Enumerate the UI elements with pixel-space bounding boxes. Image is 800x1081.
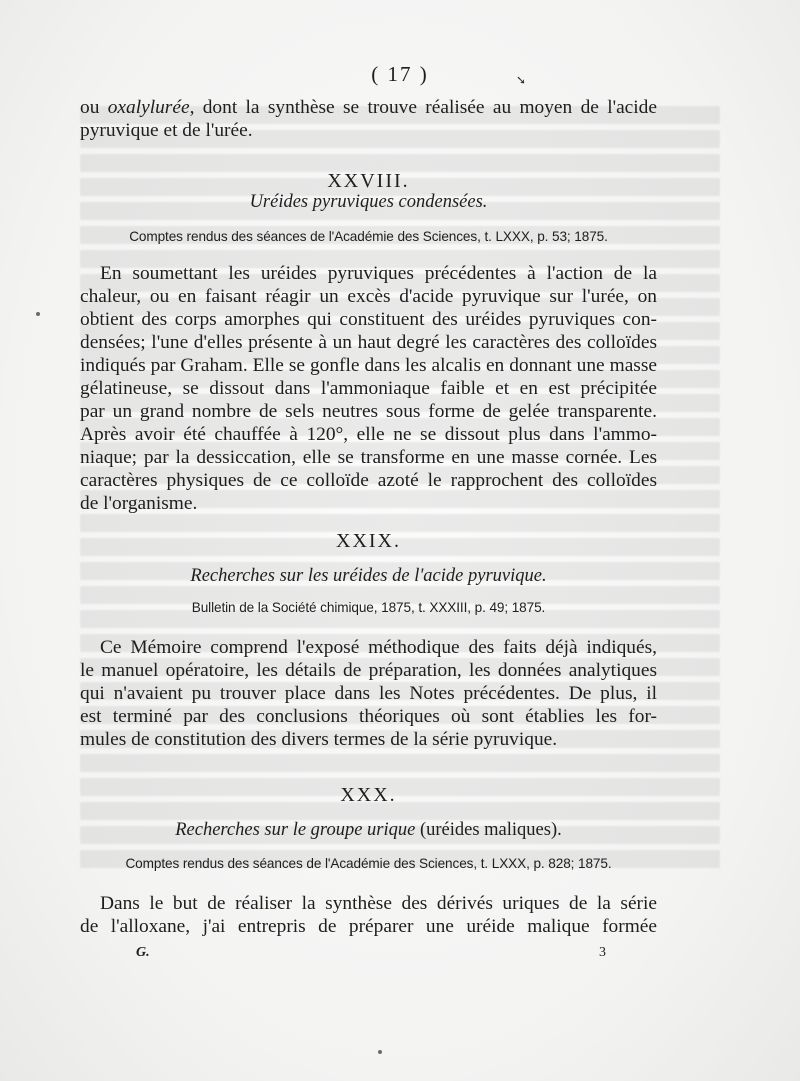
italic-term: oxalylurée xyxy=(107,97,190,118)
marker-icon: ➘ xyxy=(516,73,527,87)
paragraph-line: indiqués par Graham. Elle se gonfle dans les alcalis en donnant une masse xyxy=(80,355,657,376)
paragraph-line: de l'organisme. xyxy=(80,493,198,514)
speck-mark xyxy=(36,312,40,316)
paragraph-line: niaque; par la dessiccation, elle se transforme en une masse cornée. Les xyxy=(80,447,657,468)
paragraph-line: Dans le but de réaliser la synthèse des dérivés uriques de la série xyxy=(100,893,657,914)
section-paragraph xyxy=(80,262,657,515)
paragraph-line: mules de constitution des divers termes de la série pyruvique. xyxy=(80,729,558,750)
sheet-number: 3 xyxy=(599,945,606,960)
section-title-italic: Recherches sur le groupe urique xyxy=(175,820,416,840)
section-citation: Bulletin de la Société chimique, 1875, t. XXXIII, p. 49; 1875. xyxy=(191,600,546,615)
paragraph-line: Ce Mémoire comprend l'exposé méthodique des faits déjà indiqués, xyxy=(100,637,657,658)
section-number: XXVIII. xyxy=(327,170,410,192)
section-number: XXX. xyxy=(340,784,397,806)
section-title xyxy=(80,820,657,841)
paragraph-line: caractères physiques de ce colloïde azoté le rapprochent des colloïdes xyxy=(80,470,657,491)
paragraph-line: de l'alloxane, j'ai entrepris de préparer une uréide malique formée xyxy=(80,916,657,937)
page-number: ( 17 ) xyxy=(371,62,429,86)
paragraph-line: Après avoir été chauffée à 120°, elle ne se dissout plus dans l'ammo- xyxy=(80,424,657,445)
signature-mark: G. xyxy=(136,945,150,960)
intro-paragraph xyxy=(80,96,657,142)
paragraph-line: densées; l'une d'elles présente à un haut degré les caractères des colloïdes xyxy=(80,332,657,353)
section-paragraph xyxy=(80,636,657,751)
section-number: XXIX. xyxy=(336,530,401,552)
intro-line: pyruvique et de l'urée. xyxy=(80,120,253,141)
section-citation: Comptes rendus des séances de l'Académie des Sciences, t. LXXX, p. 53; 1875. xyxy=(129,229,608,244)
section-title: Uréides pyruviques condensées. xyxy=(249,192,488,212)
paragraph-line: qui n'avaient pu trouver place dans les Notes précédentes. De plus, il xyxy=(80,683,657,704)
paragraph-line: est terminé par des conclusions théoriques où sont établies les for- xyxy=(80,706,657,727)
signature-footer xyxy=(136,945,606,961)
paragraph-line: gélatineuse, se dissout dans l'ammoniaque faible et en est précipitée xyxy=(80,378,657,399)
paragraph-line: par un grand nombre de sels neutres sous forme de gelée transparente. xyxy=(80,401,657,422)
section-paragraph xyxy=(80,892,657,938)
paragraph-line: obtient des corps amorphes qui constituent des uréides pyruviques con- xyxy=(80,309,657,330)
section-title: Recherches sur les uréides de l'acide pyruvique. xyxy=(190,566,547,586)
speck-mark xyxy=(378,1050,382,1054)
section-citation: Comptes rendus des séances de l'Académie des Sciences, t. LXXX, p. 828; 1875. xyxy=(125,856,612,871)
section-title-roman: (uréides maliques). xyxy=(415,820,562,840)
intro-line: ou oxalylurée, dont la synthèse se trouve réalisée au moyen de l'acide xyxy=(80,97,657,118)
paragraph-line: En soumettant les uréides pyruviques précédentes à l'action de la xyxy=(100,263,657,284)
paragraph-line: le manuel opératoire, les détails de préparation, les données analytiques xyxy=(80,660,657,681)
paragraph-line: chaleur, ou en faisant réagir un excès d'acide pyruvique sur l'urée, on xyxy=(80,286,657,307)
